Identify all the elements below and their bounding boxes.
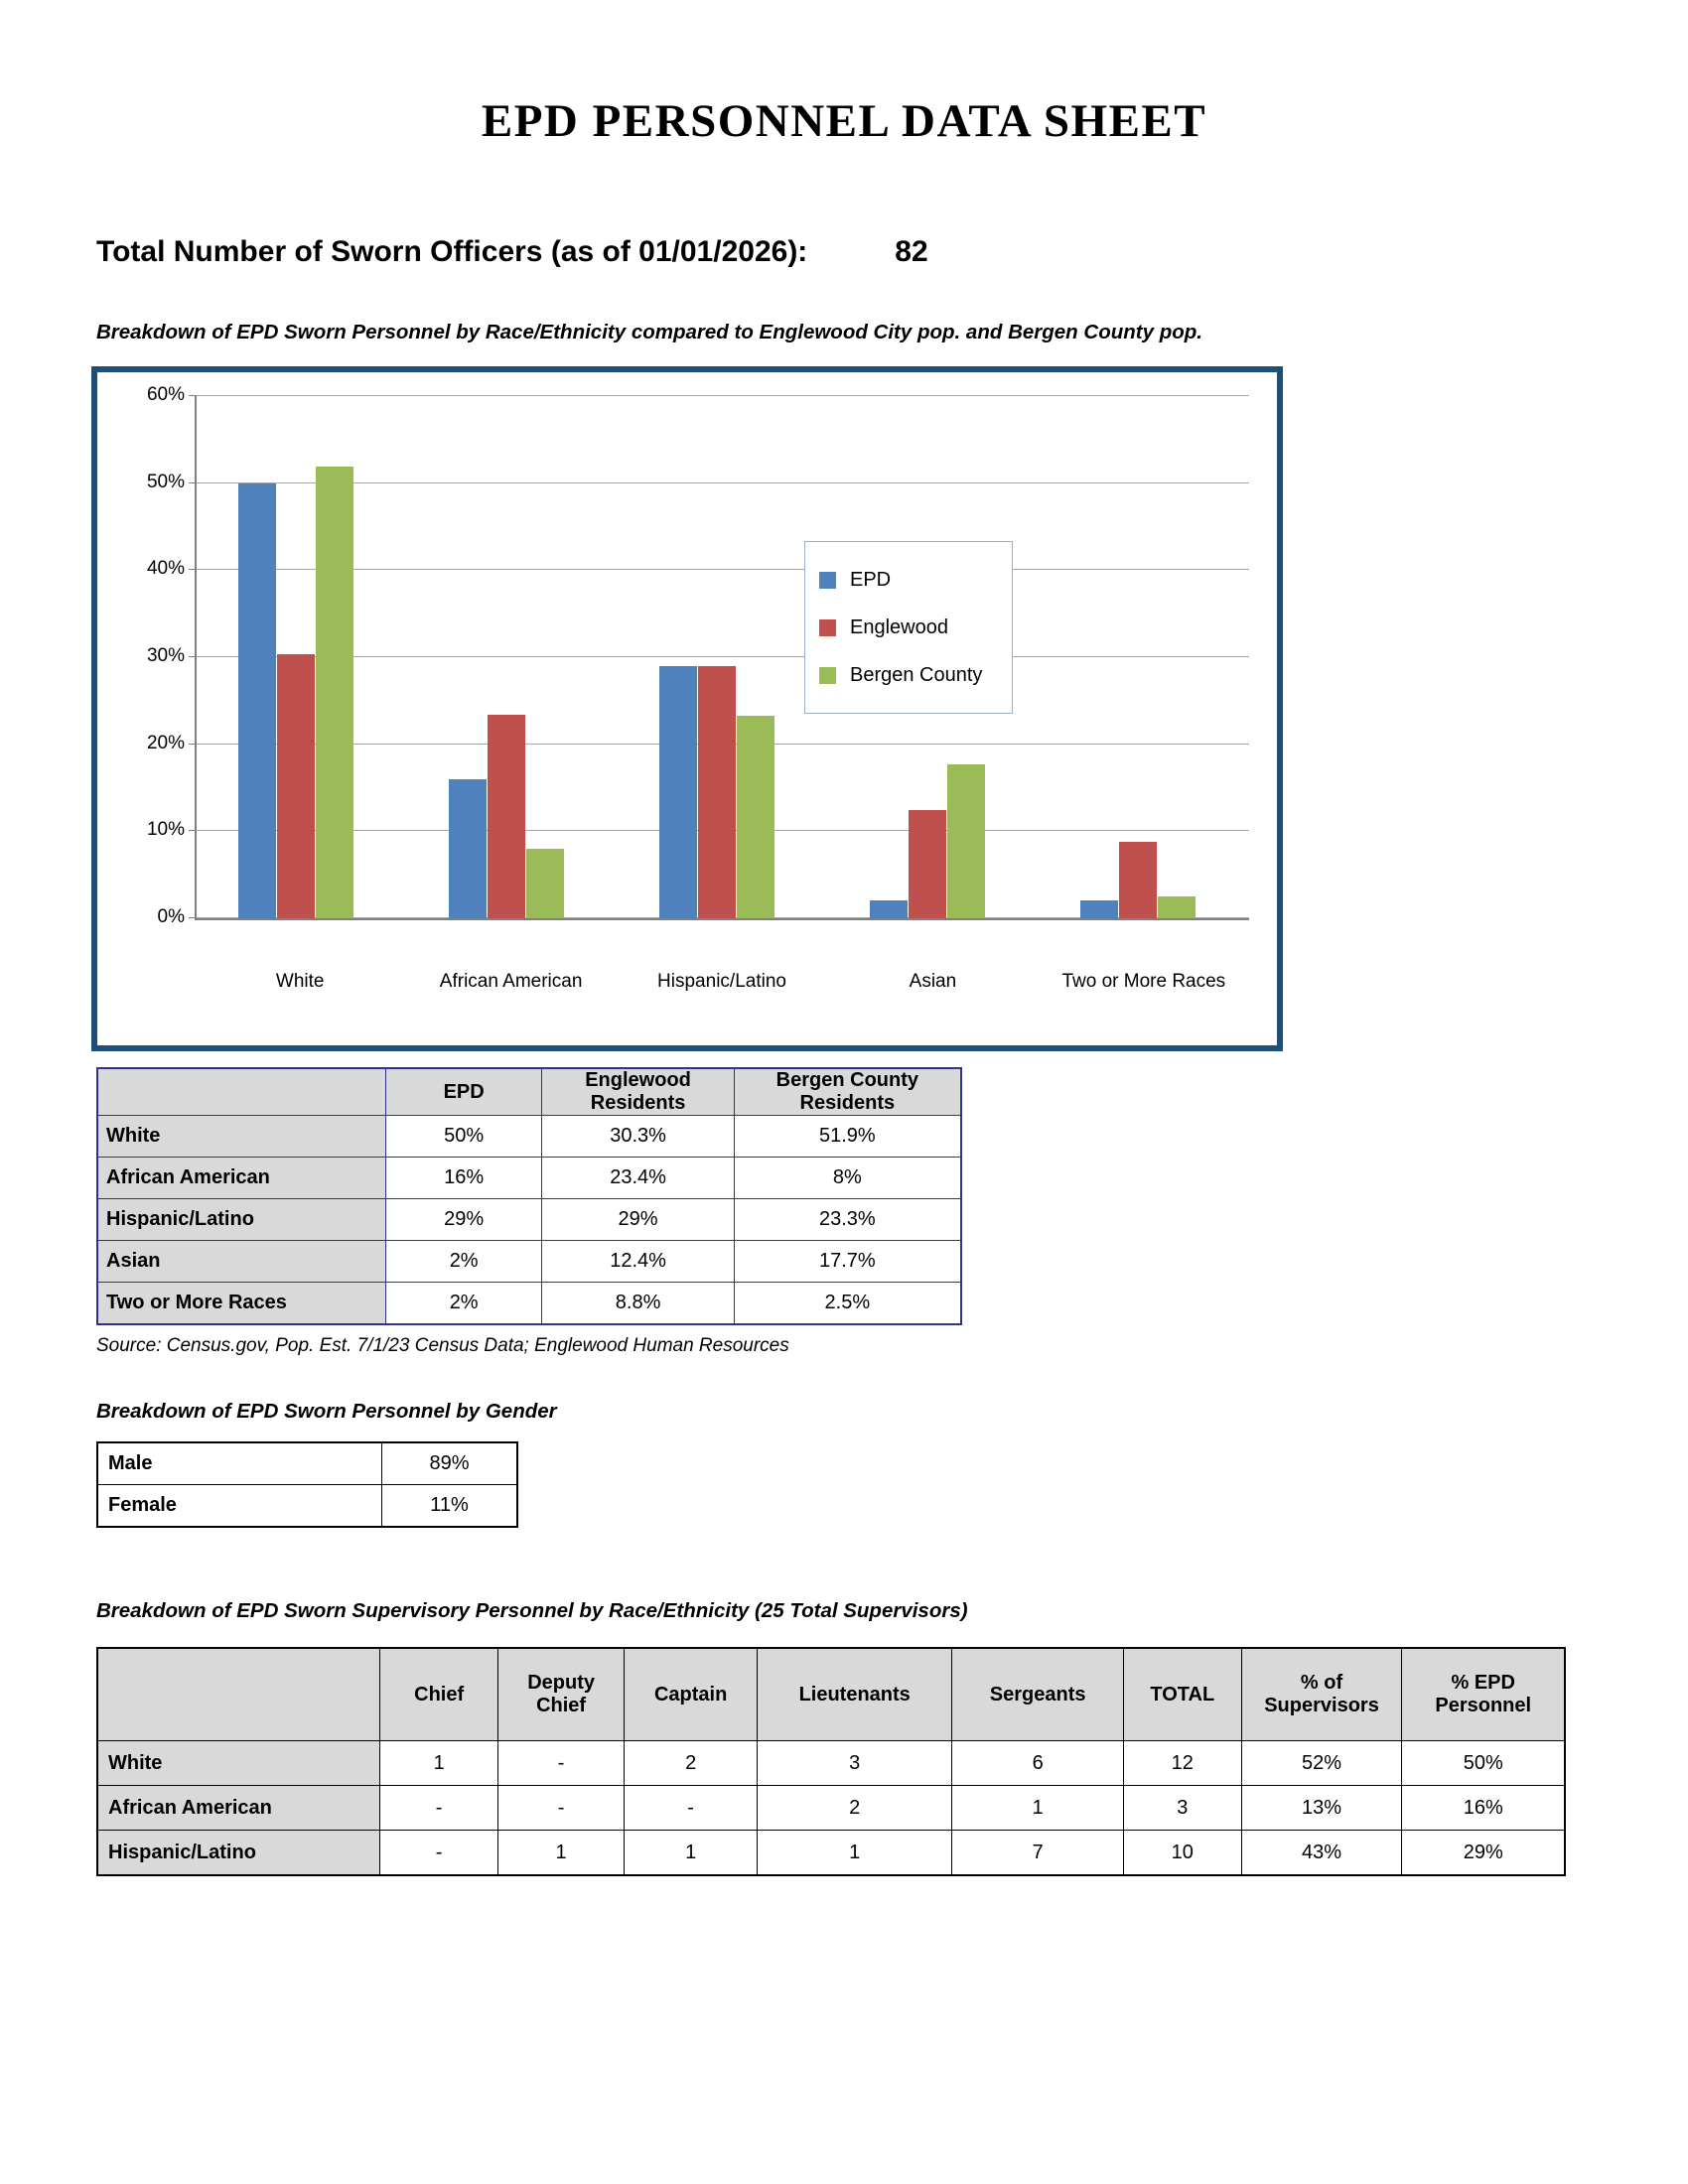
sup-cell-deputy: - bbox=[497, 1786, 624, 1831]
sup-row-label: White bbox=[97, 1741, 380, 1786]
sup-header-lieutenants: Lieutenants bbox=[758, 1648, 952, 1741]
sworn-officers-label: Total Number of Sworn Officers (as of 01/01/2026): bbox=[96, 235, 808, 268]
legend-item-englewood bbox=[819, 604, 1002, 651]
race-cell-englewood: 30.3% bbox=[542, 1116, 734, 1158]
chart-caption: Breakdown of EPD Sworn Personnel by Race/Ethnicity compared to Englewood City pop. and Bergen County pop. bbox=[96, 321, 1202, 343]
sup-row-label: African American bbox=[97, 1786, 380, 1831]
legend-swatch-epd bbox=[819, 572, 836, 589]
table-row bbox=[97, 1741, 1565, 1786]
sup-cell-lieutenants: 2 bbox=[758, 1786, 952, 1831]
legend-swatch-englewood bbox=[819, 619, 836, 636]
sup-cell-deputy: - bbox=[497, 1741, 624, 1786]
race-row-label: African American bbox=[97, 1158, 385, 1199]
chart-bar bbox=[316, 467, 353, 918]
chart-bar bbox=[526, 849, 564, 918]
chart-bar bbox=[947, 764, 985, 918]
sup-cell-total: 10 bbox=[1123, 1831, 1241, 1876]
sup-cell-pct-sup: 43% bbox=[1241, 1831, 1402, 1876]
race-cell-englewood: 23.4% bbox=[542, 1158, 734, 1199]
sup-cell-total: 12 bbox=[1123, 1741, 1241, 1786]
table-row bbox=[97, 1786, 1565, 1831]
chart-plot-area bbox=[146, 384, 1249, 927]
race-cell-bergen: 17.7% bbox=[734, 1241, 961, 1283]
chart-bar bbox=[737, 716, 774, 918]
y-tick-30: 30% bbox=[146, 645, 185, 666]
sup-cell-lieutenants: 3 bbox=[758, 1741, 952, 1786]
race-cell-bergen: 23.3% bbox=[734, 1199, 961, 1241]
sup-header-captain: Captain bbox=[625, 1648, 758, 1741]
page-title: EPD PERSONNEL DATA SHEET bbox=[481, 95, 1207, 147]
table-row bbox=[97, 1485, 517, 1528]
sup-cell-lieutenants: 1 bbox=[758, 1831, 952, 1876]
sup-header-chief: Chief bbox=[380, 1648, 498, 1741]
sup-cell-captain: 1 bbox=[625, 1831, 758, 1876]
chart-bar bbox=[277, 654, 315, 918]
sup-header-blank bbox=[97, 1648, 380, 1741]
x-axis-label: Asian bbox=[909, 971, 957, 993]
race-cell-epd: 29% bbox=[385, 1199, 542, 1241]
table-row bbox=[97, 1442, 517, 1485]
race-row-label: Two or More Races bbox=[97, 1283, 385, 1325]
sup-cell-captain: 2 bbox=[625, 1741, 758, 1786]
legend-label-bergen: Bergen County bbox=[850, 663, 983, 686]
sup-header-deputy-chief: Deputy Chief bbox=[497, 1648, 624, 1741]
chart-bar bbox=[488, 715, 525, 918]
race-cell-englewood: 29% bbox=[542, 1199, 734, 1241]
race-row-label: Asian bbox=[97, 1241, 385, 1283]
race-cell-bergen: 8% bbox=[734, 1158, 961, 1199]
table-header-row bbox=[97, 1068, 961, 1116]
supervisory-table bbox=[96, 1647, 1566, 1876]
race-table-header-blank bbox=[97, 1068, 385, 1116]
legend-item-epd bbox=[819, 556, 1002, 604]
x-axis-label: White bbox=[275, 971, 325, 993]
y-tick-10: 10% bbox=[146, 819, 185, 841]
sup-cell-total: 3 bbox=[1123, 1786, 1241, 1831]
sup-cell-pct-sup: 13% bbox=[1241, 1786, 1402, 1831]
chart-bar bbox=[870, 900, 908, 918]
chart-bars bbox=[197, 396, 1249, 918]
table-row bbox=[97, 1116, 961, 1158]
race-cell-bergen: 51.9% bbox=[734, 1116, 961, 1158]
sup-cell-captain: - bbox=[625, 1786, 758, 1831]
sup-cell-sergeants: 1 bbox=[952, 1786, 1124, 1831]
table-header-row bbox=[97, 1648, 1565, 1741]
sup-cell-chief: - bbox=[380, 1831, 498, 1876]
sup-header-total: TOTAL bbox=[1123, 1648, 1241, 1741]
race-cell-epd: 2% bbox=[385, 1241, 542, 1283]
chart-group bbox=[618, 396, 828, 918]
gender-row-value: 89% bbox=[382, 1442, 518, 1485]
race-row-label: Hispanic/Latino bbox=[97, 1199, 385, 1241]
chart-bar bbox=[909, 810, 946, 918]
chart-group bbox=[1039, 396, 1249, 918]
gender-caption: Breakdown of EPD Sworn Personnel by Gender bbox=[96, 1400, 557, 1423]
y-tick-40: 40% bbox=[146, 558, 185, 580]
race-cell-englewood: 12.4% bbox=[542, 1241, 734, 1283]
supervisory-caption: Breakdown of EPD Sworn Supervisory Personnel by Race/Ethnicity (25 Total Supervisors) bbox=[96, 1599, 968, 1622]
sup-cell-sergeants: 7 bbox=[952, 1831, 1124, 1876]
table-row bbox=[97, 1241, 961, 1283]
race-ethnicity-chart bbox=[91, 366, 1283, 1051]
chart-bar bbox=[1158, 896, 1196, 918]
chart-bar bbox=[1080, 900, 1118, 918]
sup-row-label: Hispanic/Latino bbox=[97, 1831, 380, 1876]
legend-label-epd: EPD bbox=[850, 568, 892, 591]
race-cell-englewood: 8.8% bbox=[542, 1283, 734, 1325]
y-tick-60: 60% bbox=[146, 384, 185, 405]
sup-header-pct-supervisors: % of Supervisors bbox=[1241, 1648, 1402, 1741]
sup-cell-sergeants: 6 bbox=[952, 1741, 1124, 1786]
x-axis-label: Two or More Races bbox=[1061, 971, 1226, 993]
chart-bar bbox=[1119, 842, 1157, 918]
table-row bbox=[97, 1199, 961, 1241]
race-table-header-englewood: Englewood Residents bbox=[542, 1068, 734, 1116]
chart-group bbox=[407, 396, 618, 918]
y-tick-20: 20% bbox=[146, 732, 185, 753]
race-cell-epd: 16% bbox=[385, 1158, 542, 1199]
legend-item-bergen bbox=[819, 651, 1002, 699]
chart-legend bbox=[804, 541, 1013, 714]
y-tick-0: 0% bbox=[157, 906, 185, 927]
race-row-label: White bbox=[97, 1116, 385, 1158]
gender-row-label: Male bbox=[97, 1442, 382, 1485]
legend-swatch-bergen bbox=[819, 667, 836, 684]
gender-table bbox=[96, 1441, 518, 1528]
sup-cell-pct-epd: 29% bbox=[1402, 1831, 1565, 1876]
table-row bbox=[97, 1831, 1565, 1876]
race-table-header-bergen: Bergen County Residents bbox=[734, 1068, 961, 1116]
race-cell-bergen: 2.5% bbox=[734, 1283, 961, 1325]
legend-label-englewood: Englewood bbox=[850, 615, 948, 638]
race-cell-epd: 50% bbox=[385, 1116, 542, 1158]
sup-cell-deputy: 1 bbox=[497, 1831, 624, 1876]
source-note: Source: Census.gov, Pop. Est. 7/1/23 Census Data; Englewood Human Resources bbox=[96, 1335, 789, 1356]
chart-x-axis-labels bbox=[195, 970, 1249, 994]
gender-row-label: Female bbox=[97, 1485, 382, 1528]
chart-bar bbox=[238, 483, 276, 918]
sup-cell-pct-epd: 50% bbox=[1402, 1741, 1565, 1786]
sup-cell-pct-epd: 16% bbox=[1402, 1786, 1565, 1831]
chart-bar bbox=[698, 666, 736, 918]
table-row bbox=[97, 1283, 961, 1325]
race-ethnicity-table bbox=[96, 1067, 962, 1325]
sup-cell-chief: 1 bbox=[380, 1741, 498, 1786]
y-tick-50: 50% bbox=[146, 471, 185, 492]
chart-bar bbox=[449, 779, 487, 918]
race-cell-epd: 2% bbox=[385, 1283, 542, 1325]
x-axis-label: Hispanic/Latino bbox=[657, 971, 786, 993]
sup-cell-chief: - bbox=[380, 1786, 498, 1831]
sup-cell-pct-sup: 52% bbox=[1241, 1741, 1402, 1786]
table-row bbox=[97, 1158, 961, 1199]
sworn-officers-count: 82 bbox=[895, 235, 928, 268]
sup-header-pct-epd: % EPD Personnel bbox=[1402, 1648, 1565, 1741]
x-axis-label: African American bbox=[439, 971, 583, 993]
sworn-officers-line bbox=[0, 148, 1688, 269]
sup-header-sergeants: Sergeants bbox=[952, 1648, 1124, 1741]
chart-bar bbox=[659, 666, 697, 918]
race-table-header-epd: EPD bbox=[385, 1068, 542, 1116]
gender-row-value: 11% bbox=[382, 1485, 518, 1528]
chart-group bbox=[197, 396, 407, 918]
